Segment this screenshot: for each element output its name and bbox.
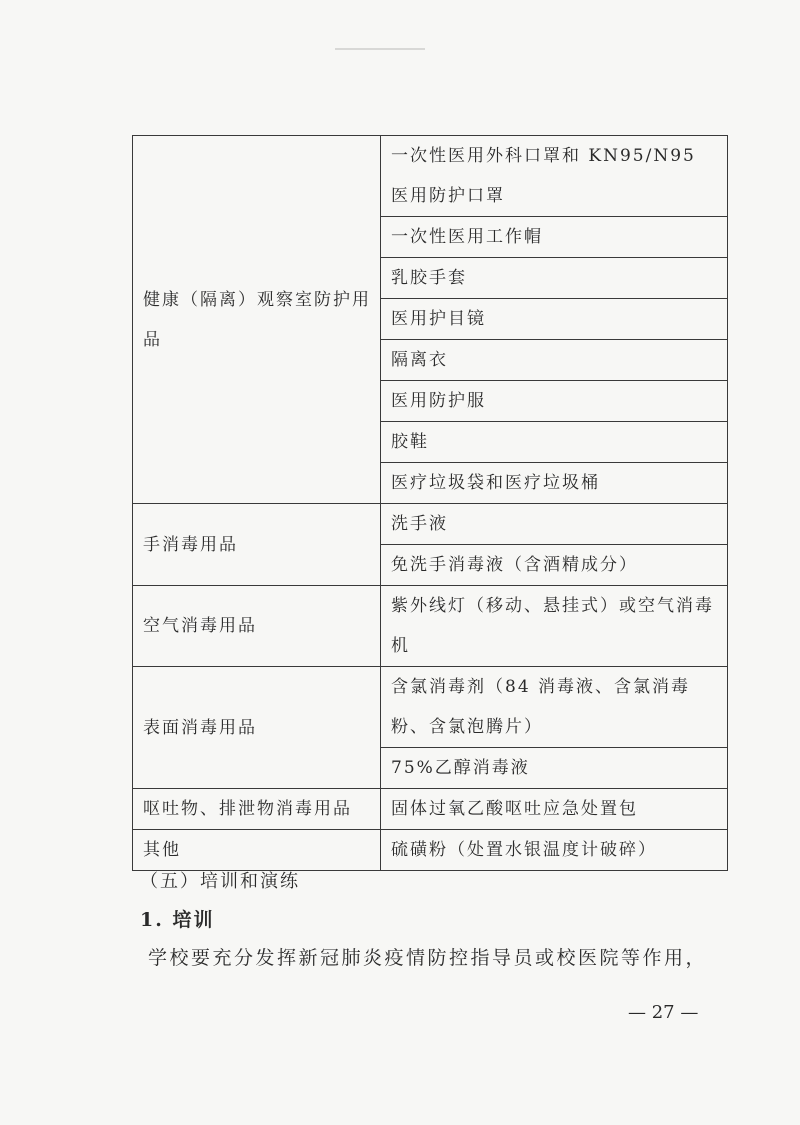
supplies-table: [132, 135, 728, 871]
paragraph: 学校要充分发挥新冠肺炎疫情防控指导员或校医院等作用，: [148, 947, 708, 969]
table-row: [133, 504, 728, 545]
item-cell: [381, 586, 728, 667]
item-cell: [381, 667, 728, 748]
item-cell: 乳胶手套: [381, 258, 728, 299]
item-cell: 隔离衣: [381, 340, 728, 381]
scan-mark: [335, 48, 425, 50]
item-text: 含氯消毒剂（84 消毒液、含氯消毒粉、含氯泡腾片）: [391, 677, 691, 737]
item-cell: 医用防护服: [381, 381, 728, 422]
table-row: [133, 586, 728, 667]
page-number: — 27 —: [628, 1002, 699, 1023]
item-cell: [381, 136, 728, 217]
category-cell: 健康（隔离）观察室防护用品: [133, 136, 381, 504]
category-cell: 表面消毒用品: [133, 667, 381, 789]
table-row: [133, 667, 728, 748]
item-cell: 医疗垃圾袋和医疗垃圾桶: [381, 463, 728, 504]
category-cell: 呕吐物、排泄物消毒用品: [133, 789, 381, 830]
item-cell: 75%乙醇消毒液: [381, 748, 728, 789]
item-cell: 胶鞋: [381, 422, 728, 463]
sub-heading: 1. 培训: [140, 909, 215, 931]
item-cell: 硫磺粉（处置水银温度计破碎）: [381, 830, 728, 871]
item-cell: 固体过氧乙酸呕吐应急处置包: [381, 789, 728, 830]
table-row: [133, 830, 728, 871]
category-cell: 手消毒用品: [133, 504, 381, 586]
item-cell: 医用护目镜: [381, 299, 728, 340]
section-heading: （五）培训和演练: [140, 871, 300, 892]
item-cell: 免洗手消毒液（含酒精成分）: [381, 545, 728, 586]
item-text: 一次性医用外科口罩和 KN95/N95 医用防护口罩: [391, 146, 696, 206]
category-cell: 其他: [133, 830, 381, 871]
item-text: 紫外线灯（移动、悬挂式）或空气消毒机: [391, 596, 714, 656]
table-row: [133, 136, 728, 217]
item-cell: 洗手液: [381, 504, 728, 545]
category-cell: 空气消毒用品: [133, 586, 381, 667]
table-row: [133, 789, 728, 830]
item-cell: 一次性医用工作帽: [381, 217, 728, 258]
